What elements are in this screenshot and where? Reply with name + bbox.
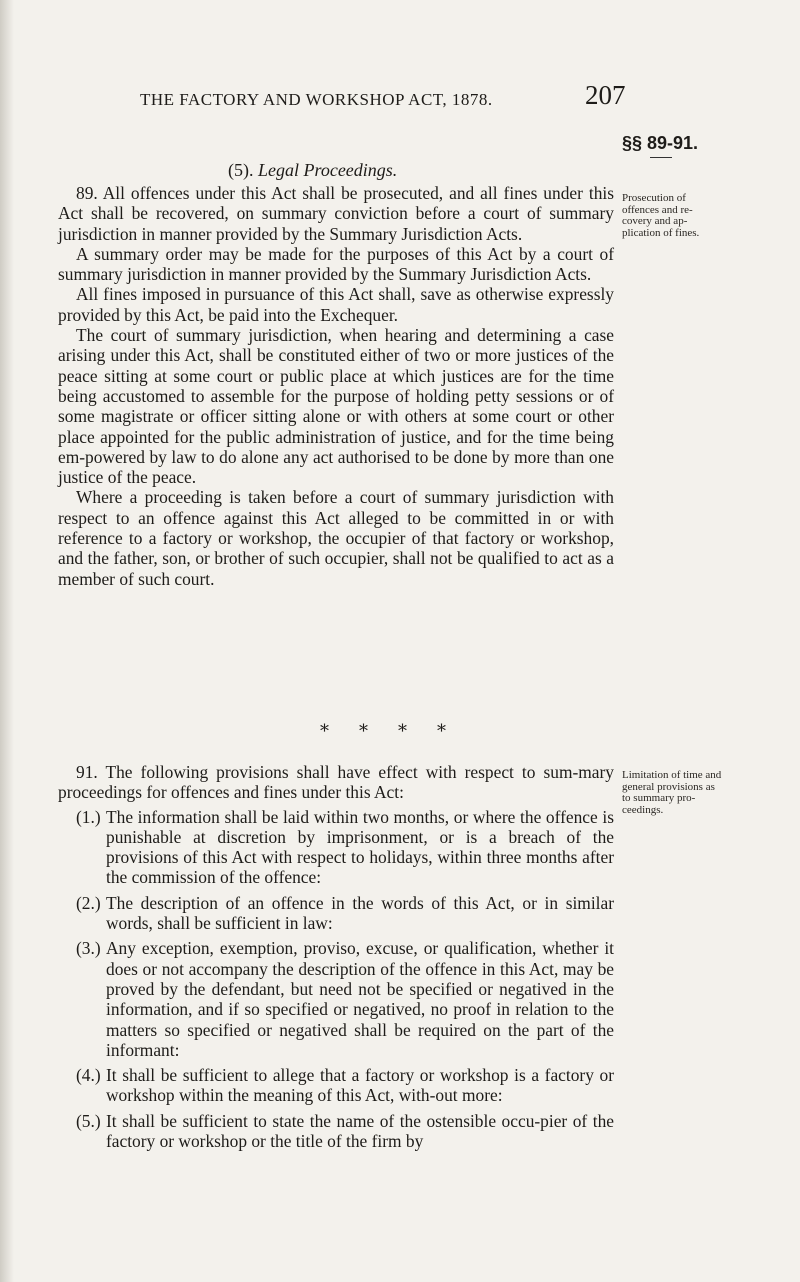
section-91-body (58, 762, 614, 1156)
item-number: (2.) (76, 892, 101, 913)
paragraph: The court of summary jurisdiction, when hearing and determining a case arising under this Act, shall be constituted either of two or more justices of the peace sitting at some court or public place at which justices are for the time being accustomed to assemble for the purpose of holding petty sessions or of some magistrate or officer sitting alone or with others at some court or other place appointed for the public administration of justice, and for the time being em-powered by law to do alone any act authorised to be done by more than one justice of the peace. (58, 325, 614, 488)
paragraph: 91. The following provisions shall have effect with respect to sum-mary proceedings for offences and fines under this Act: (58, 762, 614, 803)
running-title: THE FACTORY AND WORKSHOP ACT, 1878. (140, 90, 493, 109)
item-text: The information shall be laid within two months, or where the offence is punishable at discretion by imprisonment, or is a breach of the provisions of this Act with respect to holidays, within three months after the commission of the offence: (106, 806, 614, 888)
list-item (58, 938, 614, 1060)
item-text: Any exception, exemption, proviso, excuse, or qualification, whether it does or not accompany the description of the offence in this Act, may be proved by the defendant, but need not be specified or negatived in the information, and if so specified or negatived, no proof in relation to the matters so specified or negatived shall be required on the part of the informant: (106, 938, 614, 1060)
list-item (58, 1111, 614, 1152)
paragraph: 89. All offences under this Act shall be prosecuted, and all fines under this Act shall be recovered, on summary conviction before a court of summary jurisdiction in manner provided by the Summary Jurisdiction Acts. (58, 183, 614, 244)
section-dash (650, 157, 672, 158)
list-item (58, 893, 614, 934)
page-number: 207 (585, 80, 626, 110)
item-text: The description of an offence in the words of this Act, or in similar words, shall be sufficient in law: (106, 892, 614, 934)
item-text: It shall be sufficient to allege that a factory or workshop is a factory or workshop within the meaning of this Act, with-out more: (106, 1065, 614, 1106)
item-number: (3.) (76, 938, 101, 959)
margin-note-limitation: Limitation of time and general provisions as to summary pro-ceedings. (622, 769, 722, 816)
item-number: (1.) (76, 806, 101, 827)
section-heading (228, 160, 397, 181)
asterisks-separator: **** (320, 721, 476, 742)
item-number: (4.) (76, 1065, 101, 1086)
heading-title: Legal Proceedings. (258, 160, 398, 180)
page-edge-shadow (0, 0, 14, 1282)
paragraph: All fines imposed in pursuance of this Act shall, save as otherwise expressly provided by this Act, be paid into the Exchequer. (58, 284, 614, 325)
item-number: (5.) (76, 1110, 101, 1131)
list-item (58, 1065, 614, 1106)
margin-note-prosecution: Prosecution of offences and re-covery and ap-plication of fines. (622, 192, 700, 239)
heading-number: (5). (228, 160, 254, 180)
section-89-body (58, 183, 614, 589)
paragraph: Where a proceeding is taken before a court of summary jurisdiction with respect to an offence against this Act alleged to be committed in or with reference to a factory or workshop, the occupier of that factory or workshop, and the father, son, or brother of such occupier, shall not be qualified to act as a member of such court. (58, 487, 614, 589)
item-text: It shall be sufficient to state the name of the ostensible occu-pier of the factory or workshop or the title of the firm by (106, 1110, 614, 1152)
paragraph: A summary order may be made for the purposes of this Act by a court of summary jurisdiction in manner provided by the Summary Jurisdiction Acts. (58, 243, 614, 285)
section-range: §§ 89-91. (622, 133, 699, 153)
list-item (58, 807, 614, 888)
